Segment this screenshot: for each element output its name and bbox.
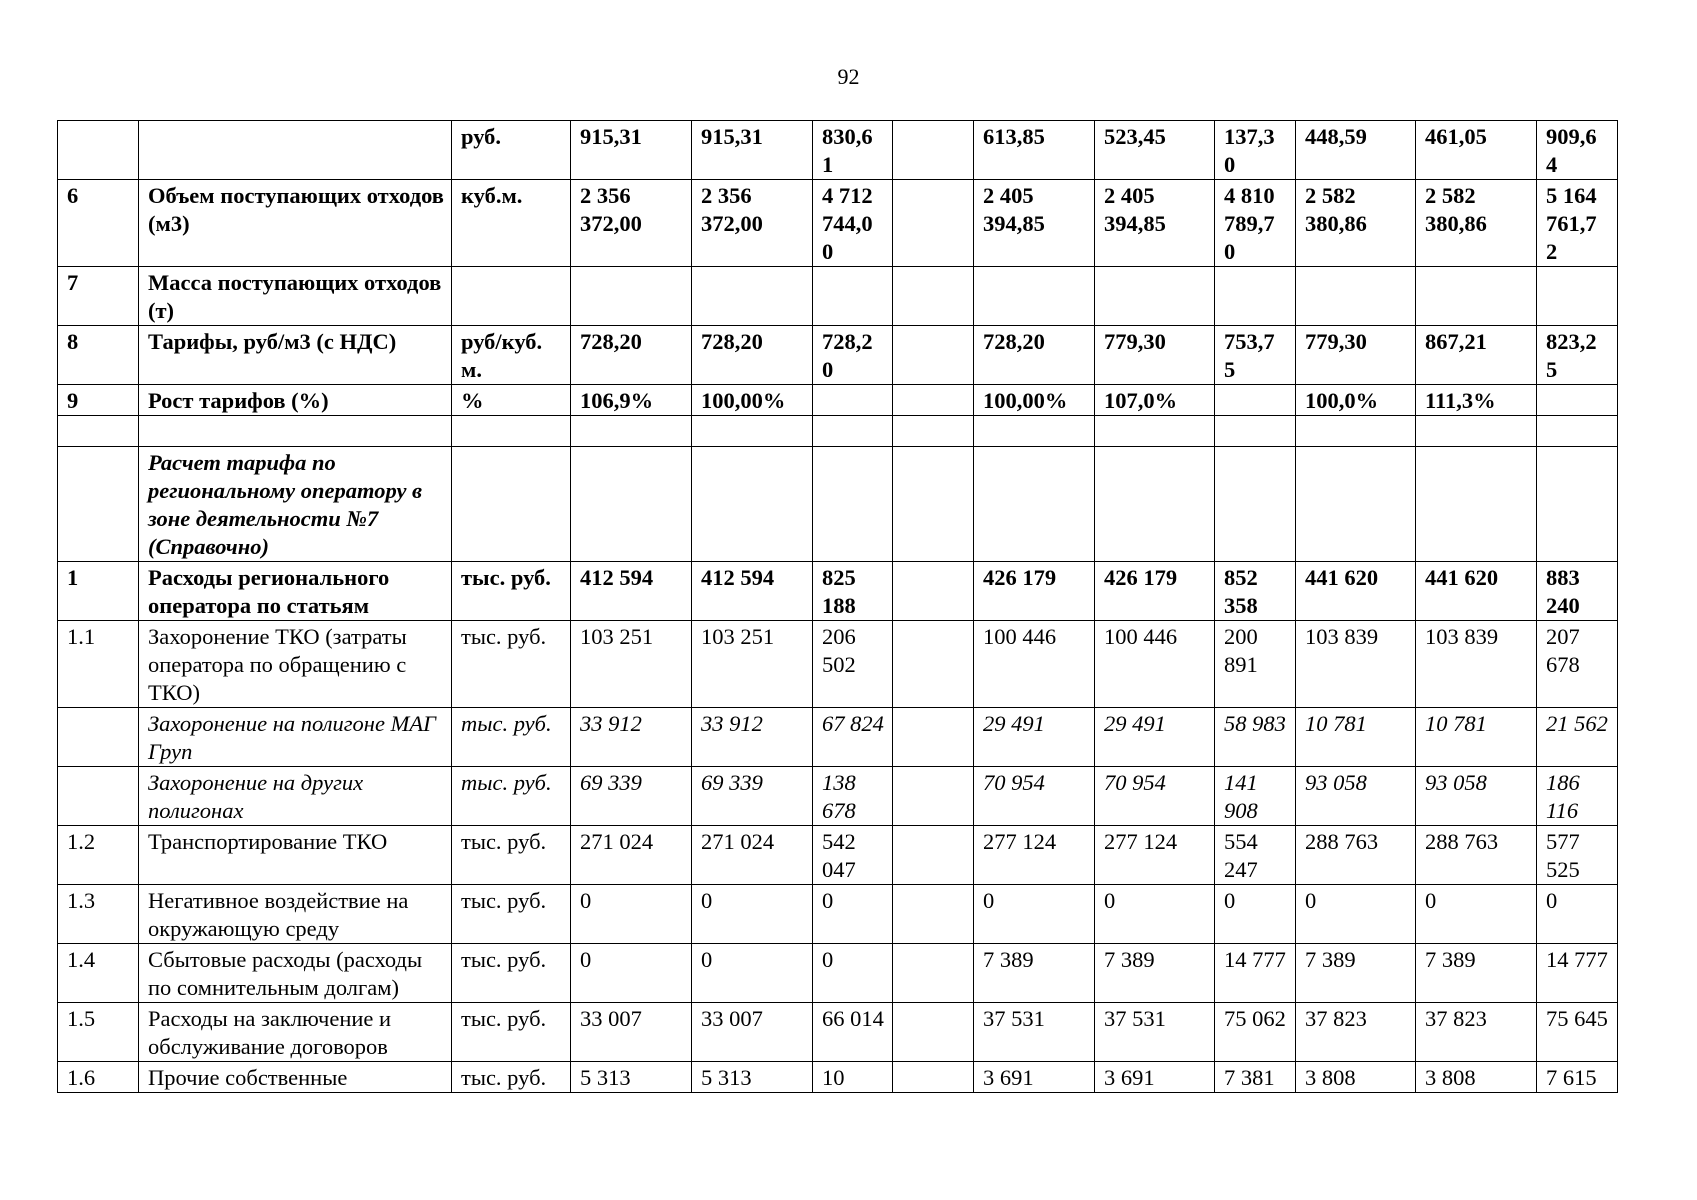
row-number-cell	[58, 121, 139, 180]
value-cell-1: 728,20	[571, 326, 692, 385]
table-body	[58, 121, 1618, 1093]
value-cell-5: 2 405 394,85	[1095, 180, 1215, 267]
value-cell-1	[571, 447, 692, 562]
value-cell-5	[1095, 416, 1215, 447]
value-cell-2	[692, 267, 813, 326]
value-cell-8: 10 781	[1416, 708, 1537, 767]
value-cell-2: 5 313	[692, 1062, 813, 1093]
gap-cell	[893, 1062, 974, 1093]
row-number-cell: 1.3	[58, 885, 139, 944]
value-cell-6	[1215, 416, 1296, 447]
table-row	[58, 326, 1618, 385]
value-cell-8: 3 808	[1416, 1062, 1537, 1093]
value-cell-4	[974, 447, 1095, 562]
value-cell-9: 21 562	[1537, 708, 1618, 767]
value-cell-8: 0	[1416, 885, 1537, 944]
gap-cell	[893, 562, 974, 621]
row-number-cell: 1	[58, 562, 139, 621]
value-cell-7	[1296, 447, 1416, 562]
unit-cell	[452, 267, 571, 326]
value-cell-3: 542 047	[813, 826, 893, 885]
value-cell-5: 779,30	[1095, 326, 1215, 385]
value-cell-8: 37 823	[1416, 1003, 1537, 1062]
unit-cell: тыс. руб.	[452, 708, 571, 767]
value-cell-5: 426 179	[1095, 562, 1215, 621]
value-cell-9	[1537, 416, 1618, 447]
row-number-cell	[58, 767, 139, 826]
value-cell-8: 93 058	[1416, 767, 1537, 826]
value-cell-1	[571, 416, 692, 447]
value-cell-7: 100,0%	[1296, 385, 1416, 416]
row-number-cell	[58, 708, 139, 767]
table-row	[58, 1062, 1618, 1093]
row-name-cell: Расходы регионального оператора по статьям	[139, 562, 452, 621]
value-cell-4: 70 954	[974, 767, 1095, 826]
value-cell-8	[1416, 267, 1537, 326]
gap-cell	[893, 708, 974, 767]
table-row	[58, 180, 1618, 267]
unit-cell: тыс. руб.	[452, 885, 571, 944]
value-cell-7: 7 389	[1296, 944, 1416, 1003]
value-cell-6: 554 247	[1215, 826, 1296, 885]
value-cell-7: 2 582 380,86	[1296, 180, 1416, 267]
page-number: 92	[837, 64, 860, 89]
value-cell-9: 14 777	[1537, 944, 1618, 1003]
value-cell-6	[1215, 385, 1296, 416]
value-cell-1	[571, 267, 692, 326]
row-number-cell: 9	[58, 385, 139, 416]
row-name-cell: Рост тарифов (%)	[139, 385, 452, 416]
value-cell-7: 103 839	[1296, 621, 1416, 708]
value-cell-3: 66 014	[813, 1003, 893, 1062]
row-number-cell: 6	[58, 180, 139, 267]
value-cell-1: 0	[571, 885, 692, 944]
value-cell-2	[692, 447, 813, 562]
value-cell-3: 206 502	[813, 621, 893, 708]
value-cell-5: 29 491	[1095, 708, 1215, 767]
row-name-cell: Негативное воздействие на окружающую среду	[139, 885, 452, 944]
value-cell-2: 103 251	[692, 621, 813, 708]
value-cell-1: 412 594	[571, 562, 692, 621]
gap-cell	[893, 944, 974, 1003]
value-cell-5: 37 531	[1095, 1003, 1215, 1062]
value-cell-3: 0	[813, 944, 893, 1003]
table-row	[58, 944, 1618, 1003]
value-cell-8: 441 620	[1416, 562, 1537, 621]
unit-cell: руб.	[452, 121, 571, 180]
value-cell-2: 33 912	[692, 708, 813, 767]
row-name-cell: Захоронение ТКО (затраты оператора по обращению с ТКО)	[139, 621, 452, 708]
value-cell-2: 0	[692, 944, 813, 1003]
gap-cell	[893, 180, 974, 267]
value-cell-4: 2 405 394,85	[974, 180, 1095, 267]
row-number-cell: 7	[58, 267, 139, 326]
gap-cell	[893, 447, 974, 562]
table-row	[58, 267, 1618, 326]
row-number-cell: 1.2	[58, 826, 139, 885]
table-row	[58, 826, 1618, 885]
gap-cell	[893, 121, 974, 180]
value-cell-9: 883 240	[1537, 562, 1618, 621]
table-row	[58, 385, 1618, 416]
value-cell-3	[813, 447, 893, 562]
row-name-cell: Объем поступающих отходов (м3)	[139, 180, 452, 267]
gap-cell	[893, 767, 974, 826]
value-cell-7: 441 620	[1296, 562, 1416, 621]
row-number-cell	[58, 447, 139, 562]
gap-cell	[893, 267, 974, 326]
value-cell-5: 523,45	[1095, 121, 1215, 180]
value-cell-1: 0	[571, 944, 692, 1003]
value-cell-8	[1416, 447, 1537, 562]
value-cell-2: 728,20	[692, 326, 813, 385]
table-row	[58, 1003, 1618, 1062]
value-cell-6: 753,7 5	[1215, 326, 1296, 385]
table-row	[58, 447, 1618, 562]
tariff-table	[57, 120, 1618, 1093]
value-cell-6: 852 358	[1215, 562, 1296, 621]
row-name-cell	[139, 416, 452, 447]
value-cell-4: 3 691	[974, 1062, 1095, 1093]
value-cell-7: 448,59	[1296, 121, 1416, 180]
value-cell-3	[813, 267, 893, 326]
gap-cell	[893, 826, 974, 885]
value-cell-9: 207 678	[1537, 621, 1618, 708]
value-cell-1: 103 251	[571, 621, 692, 708]
value-cell-2: 2 356 372,00	[692, 180, 813, 267]
row-name-cell: Расходы на заключение и обслуживание договоров	[139, 1003, 452, 1062]
value-cell-8: 461,05	[1416, 121, 1537, 180]
value-cell-5: 107,0%	[1095, 385, 1215, 416]
value-cell-1: 271 024	[571, 826, 692, 885]
value-cell-6: 141 908	[1215, 767, 1296, 826]
unit-cell	[452, 447, 571, 562]
value-cell-5: 3 691	[1095, 1062, 1215, 1093]
value-cell-4: 728,20	[974, 326, 1095, 385]
gap-cell	[893, 416, 974, 447]
value-cell-4: 37 531	[974, 1003, 1095, 1062]
value-cell-8: 7 389	[1416, 944, 1537, 1003]
row-name-cell: Захоронение на полигоне МАГ Груп	[139, 708, 452, 767]
value-cell-3: 825 188	[813, 562, 893, 621]
value-cell-2: 271 024	[692, 826, 813, 885]
row-number-cell: 1.5	[58, 1003, 139, 1062]
row-number-cell: 1.6	[58, 1062, 139, 1093]
value-cell-2: 0	[692, 885, 813, 944]
value-cell-7: 0	[1296, 885, 1416, 944]
value-cell-6	[1215, 447, 1296, 562]
row-name-cell: Захоронение на других полигонах	[139, 767, 452, 826]
value-cell-6: 14 777	[1215, 944, 1296, 1003]
value-cell-6: 4 810 789,7 0	[1215, 180, 1296, 267]
table-row	[58, 416, 1618, 447]
row-name-cell: Масса поступающих отходов (т)	[139, 267, 452, 326]
unit-cell: тыс. руб.	[452, 621, 571, 708]
value-cell-7: 3 808	[1296, 1062, 1416, 1093]
value-cell-7: 10 781	[1296, 708, 1416, 767]
value-cell-1: 33 912	[571, 708, 692, 767]
value-cell-6: 137,3 0	[1215, 121, 1296, 180]
value-cell-2	[692, 416, 813, 447]
row-name-cell: Расчет тарифа по региональному оператору в зоне деятельности №7 (Справочно)	[139, 447, 452, 562]
value-cell-4	[974, 416, 1095, 447]
value-cell-7: 37 823	[1296, 1003, 1416, 1062]
table-row	[58, 121, 1618, 180]
table-row	[58, 708, 1618, 767]
value-cell-8: 111,3%	[1416, 385, 1537, 416]
value-cell-3: 830,6 1	[813, 121, 893, 180]
row-number-cell: 8	[58, 326, 139, 385]
value-cell-9: 5 164 761,7 2	[1537, 180, 1618, 267]
value-cell-9: 7 615	[1537, 1062, 1618, 1093]
value-cell-6: 200 891	[1215, 621, 1296, 708]
row-number-cell: 1.4	[58, 944, 139, 1003]
unit-cell: тыс. руб.	[452, 944, 571, 1003]
value-cell-5: 100 446	[1095, 621, 1215, 708]
value-cell-2: 100,00%	[692, 385, 813, 416]
value-cell-6: 0	[1215, 885, 1296, 944]
value-cell-6	[1215, 267, 1296, 326]
row-name-cell: Транспортирование ТКО	[139, 826, 452, 885]
value-cell-1: 106,9%	[571, 385, 692, 416]
value-cell-4: 100,00%	[974, 385, 1095, 416]
unit-cell: тыс. руб.	[452, 767, 571, 826]
value-cell-1: 69 339	[571, 767, 692, 826]
value-cell-5	[1095, 267, 1215, 326]
value-cell-4: 29 491	[974, 708, 1095, 767]
value-cell-1: 5 313	[571, 1062, 692, 1093]
value-cell-3: 728,2 0	[813, 326, 893, 385]
table-row	[58, 621, 1618, 708]
value-cell-5: 277 124	[1095, 826, 1215, 885]
value-cell-2: 915,31	[692, 121, 813, 180]
value-cell-8: 867,21	[1416, 326, 1537, 385]
value-cell-7	[1296, 267, 1416, 326]
value-cell-2: 33 007	[692, 1003, 813, 1062]
unit-cell: тыс. руб.	[452, 1003, 571, 1062]
value-cell-5: 70 954	[1095, 767, 1215, 826]
value-cell-3: 0	[813, 885, 893, 944]
value-cell-4: 613,85	[974, 121, 1095, 180]
unit-cell: %	[452, 385, 571, 416]
value-cell-3: 4 712 744,0 0	[813, 180, 893, 267]
value-cell-6: 75 062	[1215, 1003, 1296, 1062]
value-cell-2: 69 339	[692, 767, 813, 826]
row-number-cell	[58, 416, 139, 447]
value-cell-3	[813, 385, 893, 416]
row-name-cell: Тарифы, руб/м3 (с НДС)	[139, 326, 452, 385]
gap-cell	[893, 385, 974, 416]
value-cell-8	[1416, 416, 1537, 447]
value-cell-8: 2 582 380,86	[1416, 180, 1537, 267]
value-cell-9: 823,2 5	[1537, 326, 1618, 385]
value-cell-7: 93 058	[1296, 767, 1416, 826]
value-cell-1: 33 007	[571, 1003, 692, 1062]
gap-cell	[893, 326, 974, 385]
value-cell-4: 426 179	[974, 562, 1095, 621]
unit-cell: руб/куб. м.	[452, 326, 571, 385]
table-row	[58, 562, 1618, 621]
value-cell-4: 0	[974, 885, 1095, 944]
value-cell-9: 577 525	[1537, 826, 1618, 885]
value-cell-4: 100 446	[974, 621, 1095, 708]
unit-cell: тыс. руб.	[452, 1062, 571, 1093]
value-cell-5: 7 389	[1095, 944, 1215, 1003]
value-cell-3	[813, 416, 893, 447]
unit-cell: тыс. руб.	[452, 562, 571, 621]
value-cell-1: 2 356 372,00	[571, 180, 692, 267]
value-cell-1: 915,31	[571, 121, 692, 180]
row-name-cell: Прочие собственные	[139, 1062, 452, 1093]
unit-cell	[452, 416, 571, 447]
value-cell-3: 138 678	[813, 767, 893, 826]
value-cell-8: 103 839	[1416, 621, 1537, 708]
value-cell-7: 779,30	[1296, 326, 1416, 385]
value-cell-9	[1537, 267, 1618, 326]
value-cell-9: 75 645	[1537, 1003, 1618, 1062]
value-cell-3: 10	[813, 1062, 893, 1093]
gap-cell	[893, 885, 974, 944]
row-name-cell	[139, 121, 452, 180]
value-cell-9: 0	[1537, 885, 1618, 944]
value-cell-3: 67 824	[813, 708, 893, 767]
unit-cell: тыс. руб.	[452, 826, 571, 885]
value-cell-7	[1296, 416, 1416, 447]
gap-cell	[893, 621, 974, 708]
value-cell-4	[974, 267, 1095, 326]
value-cell-8: 288 763	[1416, 826, 1537, 885]
value-cell-4: 277 124	[974, 826, 1095, 885]
value-cell-9	[1537, 385, 1618, 416]
value-cell-9: 909,6 4	[1537, 121, 1618, 180]
table-row	[58, 767, 1618, 826]
row-number-cell: 1.1	[58, 621, 139, 708]
gap-cell	[893, 1003, 974, 1062]
value-cell-9	[1537, 447, 1618, 562]
table-row	[58, 885, 1618, 944]
value-cell-6: 7 381	[1215, 1062, 1296, 1093]
value-cell-4: 7 389	[974, 944, 1095, 1003]
value-cell-5	[1095, 447, 1215, 562]
value-cell-7: 288 763	[1296, 826, 1416, 885]
value-cell-2: 412 594	[692, 562, 813, 621]
row-name-cell: Сбытовые расходы (расходы по сомнительным долгам)	[139, 944, 452, 1003]
value-cell-9: 186 116	[1537, 767, 1618, 826]
value-cell-6: 58 983	[1215, 708, 1296, 767]
unit-cell: куб.м.	[452, 180, 571, 267]
value-cell-5: 0	[1095, 885, 1215, 944]
